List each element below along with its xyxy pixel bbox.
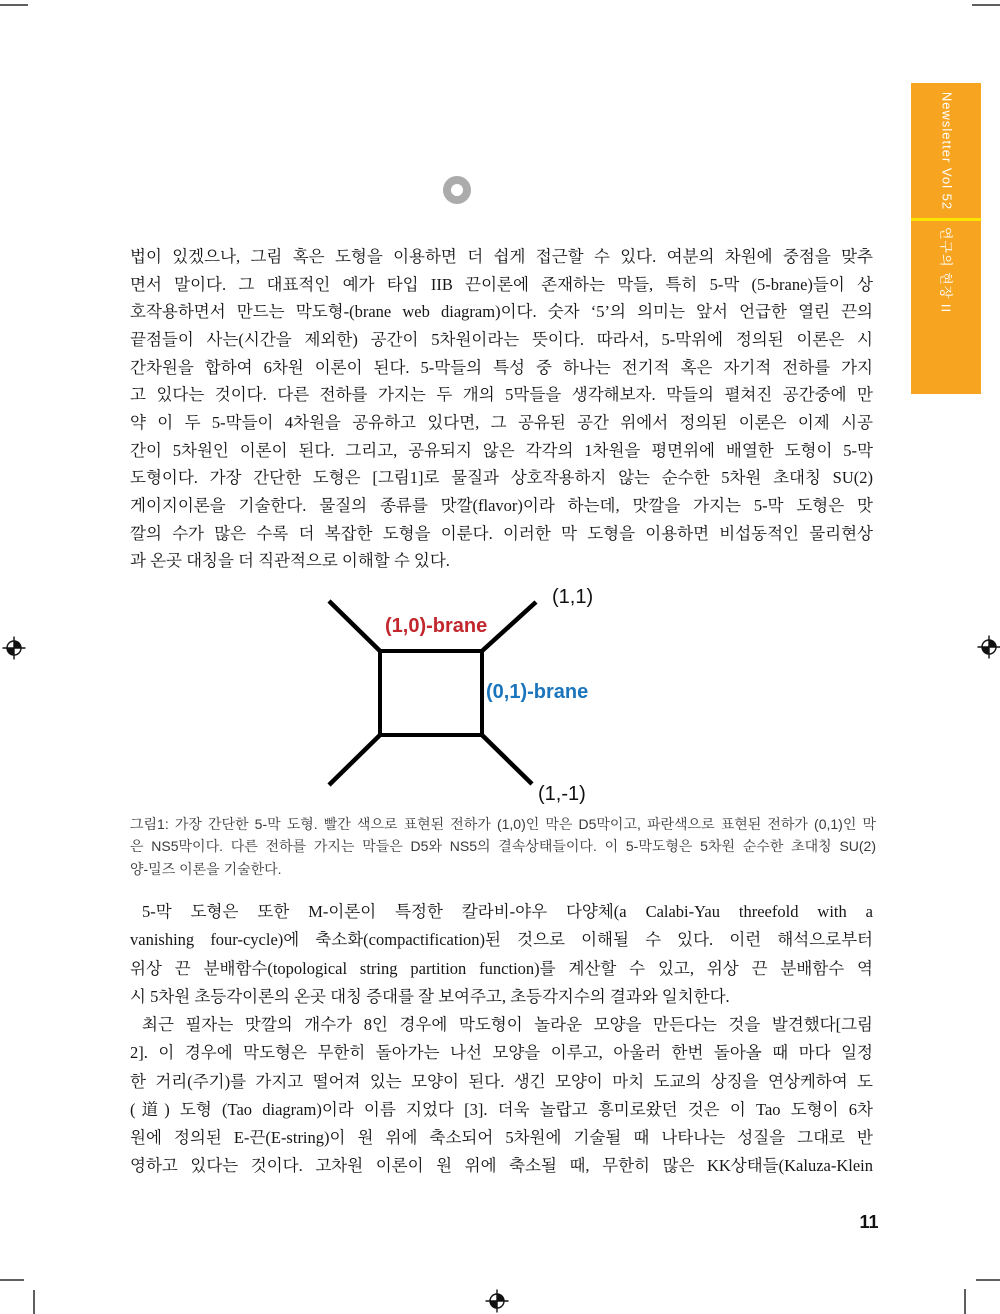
text-line: 간차원을 합하여 6차원 이론이 된다. 5-막들의 특성 중 하나는 전기적 혹은 자기적 전하를 가지 [130, 357, 873, 377]
punch-ring-mark [443, 176, 471, 204]
label-01-brane: (0,1)-brane [486, 681, 589, 703]
text-line: 시 5차원 초등각이론의 온곳 대칭 증대를 잘 보여주고, 초등각지수의 결과와 일치한다. [130, 986, 730, 1006]
text-line: 영하고 있다는 것이다. 고차원 이론이 원 위에 축소될 때, 무한히 많은 KK상태들(Kaluza-Klein [130, 1156, 873, 1176]
label-10-brane: (1,0)-brane [385, 615, 488, 637]
label-charge-1-minus1: (1,-1) [538, 783, 586, 805]
text-line: 면서 말이다. 그 대표적인 예가 타입 IIB 끈이론에 존재하는 막들, 특히 5-막 (5-brane)들이 상 [130, 274, 873, 294]
tab-newsletter-label: Newsletter Vol 52 [939, 91, 955, 211]
text-line: 약 이 두 5-막들이 4차원을 공유하고 있다면, 그 공유된 공간 위에서 정의된 이론은 이제 시공 [130, 412, 873, 432]
text-line: 과 온곳 대칭을 더 직관적으로 이해할 수 있다. [130, 551, 450, 571]
crop-mark-bottom-right-h [976, 1279, 1000, 1281]
text-line: 양-밀즈 이론을 기술한다. [130, 860, 282, 877]
text-line: 간이 5차원인 이론이 된다. 그리고, 공유되지 않은 각각의 1차원을 평면위에 배열한 도형이 5-막 [130, 440, 873, 460]
crop-mark-top-left [0, 4, 28, 6]
text-line: 고 있다는 것이다. 다른 전하를 가지는 두 개의 5막들을 생각해보자. 막들의 펼쳐진 공간중에 만 [130, 385, 873, 405]
brane-leg-top-right [482, 602, 536, 651]
crop-mark-bottom-left-h [0, 1279, 24, 1281]
paragraph-1 [130, 243, 873, 575]
registration-mark-bottom [485, 1289, 509, 1313]
text-line: 위상 끈 분배함수(topological string partition function)를 계산할 수 있고, 위상 끈 분배함수 역 [130, 958, 873, 978]
text-line: 은 NS5막이다. 다른 전하를 가지는 막들은 D5와 NS5의 결속상태들이다. 이 5-막도형은 5차원 순수한 초대칭 SU(2) [130, 838, 876, 855]
crop-mark-bottom-left-v [33, 1290, 35, 1314]
page-number: 11 [859, 1212, 879, 1232]
tab-section-label: 연구의 현장 II [938, 226, 954, 314]
label-charge-1-1: (1,1) [552, 586, 594, 608]
text-line: 깔의 수가 많은 수록 더 복잡한 도형을 이룬다. 이러한 막 도형을 이용하면 비섭동적인 물리현상 [130, 523, 873, 543]
side-tab [911, 83, 981, 394]
text-line: 끝점들이 사는(시간을 제외한) 공간이 5차원이라는 뜻이다. 따라서, 5-막위에 정의된 이론은 시 [130, 329, 873, 349]
text-line: 도형이다. 가장 간단한 도형은 [그림1]로 물질과 상호작용하지 않는 순수한 5차원 초대칭 SU(2) [130, 468, 873, 488]
registration-mark-left [2, 636, 26, 660]
crop-mark-top-right [972, 4, 1000, 6]
text-line: 5-막 도형은 또한 M-이론이 특정한 칼라비-야우 다양체(a Calabi-Yau threefold with a [142, 902, 873, 921]
paragraph-2 [130, 898, 873, 1011]
brane-leg-bottom-right [482, 735, 532, 784]
figure-caption [130, 813, 876, 880]
text-line: 2]. 이 경우에 막도형은 무한히 돌아가는 나선 모양을 이루고, 아울러 한번 돌아올 때 마다 일정 [130, 1043, 873, 1063]
tab-divider [911, 218, 981, 221]
text-line: 법이 있겠으나, 그림 혹은 도형을 이용하면 더 쉽게 접근할 수 있다. 여분의 차원에 중점을 맞추 [130, 247, 873, 266]
text-line: vanishing four-cycle)에 축소화(compactification)된 것으로 이해될 수 있다. 이런 해석으로부터 [130, 930, 873, 950]
crop-mark-bottom-right-v [964, 1289, 966, 1314]
text-line: 최근 필자는 맛깔의 개수가 8인 경우에 막도형이 놀라운 모양을 만든다는 것을 발견했다[그림 [142, 1015, 873, 1034]
text-line: 호작용하면서 만드는 막도형-(brane web diagram)이다. 숫자 ‘5’의 의미는 앞서 언급한 열린 끈의 [130, 302, 873, 322]
text-line: 그림1: 가장 간단한 5-막 도형. 빨간 색으로 표현된 전하가 (1,0)인 막은 D5막이고, 파란색으로 표현된 전하가 (0,1)인 막 [130, 816, 876, 832]
brane-square [380, 651, 482, 735]
text-line: 한 거리(주기)를 가지고 떨어져 있는 모양이 된다. 생긴 모양이 마치 도교의 상징을 연상케하여 도 [130, 1071, 873, 1091]
text-line: 게이지이론을 기술한다. 물질의 종류를 맛깔(flavor)이라 하는데, 맛깔을 가지는 5-막 도형은 맛 [130, 495, 873, 515]
paragraph-3 [130, 1011, 873, 1181]
brane-leg-top-left [329, 601, 380, 651]
text-line: (道) 도형 (Tao diagram)이라 이름 지었다 [3]. 더욱 놀랍고 흥미로왔던 것은 이 Tao 도형이 6차 [130, 1099, 873, 1119]
registration-mark-right [977, 635, 1000, 659]
brane-leg-bottom-left [329, 735, 380, 785]
text-line: 원에 정의된 E-끈(E-string)이 원 위에 축소되어 5차원에 기술될 때 나타나는 성질을 그대로 반 [130, 1128, 873, 1148]
